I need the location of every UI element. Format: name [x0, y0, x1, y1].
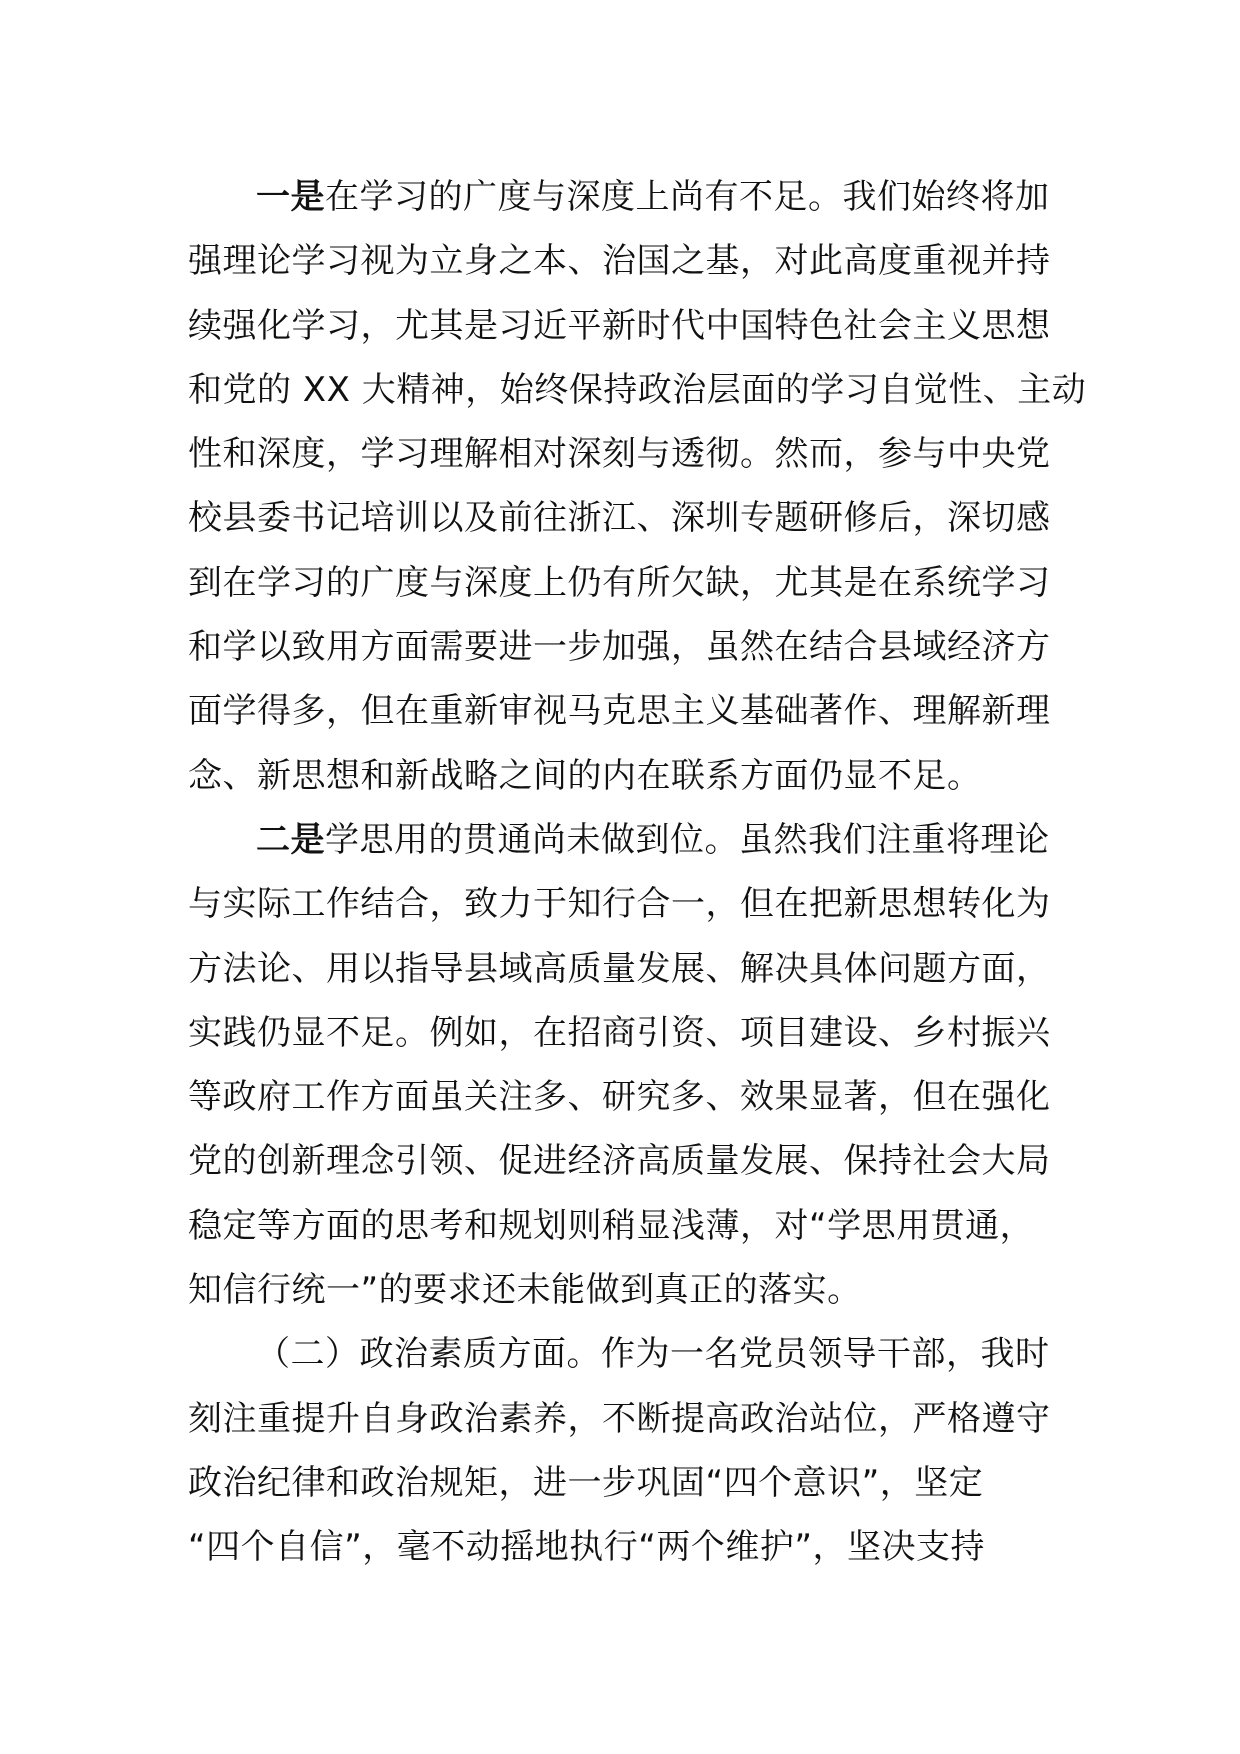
paragraph-1-line-10: 念、新思想和新战略之间的内在联系方面仍显不足。 — [188, 755, 982, 796]
paragraph-2-line-1 — [188, 808, 1068, 872]
paragraph-1-line-1 — [188, 165, 1068, 229]
paragraph-3-line-2: 刻注重提升自身政治素养，不断提高政治站位，严格遵守 — [188, 1398, 1051, 1439]
paragraph-1-line-3: 续强化学习，尤其是习近平新时代中国特色社会主义思想 — [188, 305, 1051, 346]
paragraph-1-line-7: 到在学习的广度与深度上仍有所欠缺，尤其是在系统学习 — [188, 562, 1051, 603]
paragraph-2-line-3: 方法论、用以指导县域高质量发展、解决具体问题方面， — [188, 948, 1051, 989]
paragraph-1-line-4: 和党的 XX 大精神，始终保持政治层面的学习自觉性、主动 — [188, 369, 1087, 410]
paragraph-1-lead: 一是 — [256, 177, 325, 217]
document-body — [188, 165, 1087, 1580]
paragraph-2-line-4: 实践仍显不足。例如，在招商引资、项目建设、乡村振兴 — [188, 1012, 1051, 1053]
paragraph-1-line-6: 校县委书记培训以及前往浙江、深圳专题研修后，深切感 — [188, 498, 1051, 539]
paragraph-1-text: 在学习的广度与深度上尚有不足。我们始终将加 — [325, 177, 1050, 217]
paragraph-2-lead: 二是 — [256, 819, 325, 860]
paragraph-3-line-4: “四个自信”，毫不动摇地执行“两个维护”，坚决支持 — [188, 1527, 985, 1568]
paragraph-3-line-1: （二）政治素质方面。作为一名党员领导干部，我时 — [256, 1334, 1050, 1375]
paragraph-1-line-8: 和学以致用方面需要进一步加强，虽然在结合县域经济方 — [188, 627, 1051, 668]
paragraph-2-line-7: 稳定等方面的思考和规划则稍显浅薄，对“学思用贯通， — [188, 1205, 1035, 1246]
paragraph-3-line-3: 政治纪律和政治规矩，进一步巩固“四个意识”，坚定 — [188, 1462, 984, 1503]
paragraph-1-line-5: 性和深度，学习理解相对深刻与透彻。然而，参与中央党 — [188, 434, 1051, 475]
paragraph-1-line-9: 面学得多，但在重新审视马克思主义基础著作、理解新理 — [188, 691, 1051, 732]
paragraph-2-line-5: 等政府工作方面虽关注多、研究多、效果显著，但在强化 — [188, 1077, 1051, 1118]
paragraph-2-line-6: 党的创新理念引领、促进经济高质量发展、保持社会大局 — [188, 1141, 1051, 1182]
paragraph-2-text: 学思用的贯通尚未做到位。虽然我们注重将理论 — [325, 819, 1050, 860]
paragraph-2-line-2: 与实际工作结合，致力于知行合一，但在把新思想转化为 — [188, 884, 1051, 925]
paragraph-2-line-8: 知信行统一”的要求还未能做到真正的落实。 — [188, 1270, 862, 1311]
paragraph-1-line-2: 强理论学习视为立身之本、治国之基，对此高度重视并持 — [188, 241, 1051, 282]
